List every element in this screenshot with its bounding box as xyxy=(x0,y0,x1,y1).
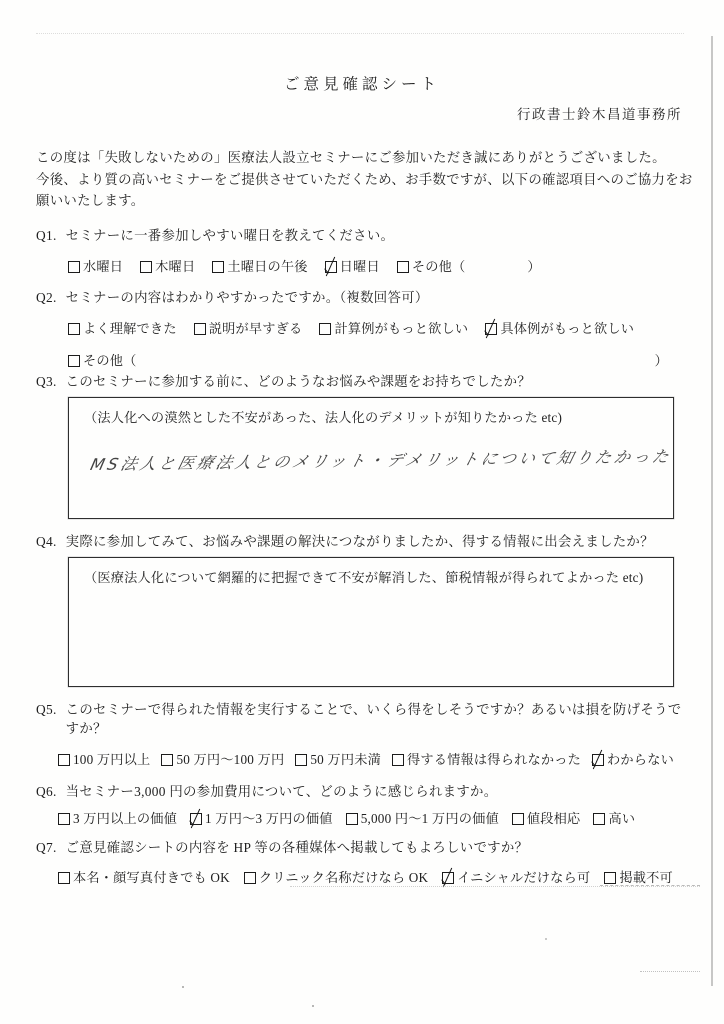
q6-option-2-label: 1 万円～3 万円の価値 xyxy=(205,811,333,827)
q2-option-1-checkbox[interactable] xyxy=(68,323,80,335)
q6-option-3-label: 5,000 円～1 万円の価値 xyxy=(360,811,499,827)
q5-options-row xyxy=(36,750,694,769)
q1-option-3-label: 土曜日の午後 xyxy=(227,259,308,275)
scan-artifact-bottom-right-dash xyxy=(640,971,700,972)
q2-option-1-label: その他（ xyxy=(83,353,137,369)
q3-text: このセミナーに参加する前に、どのようなお悩みや課題をお持ちでしたか？ xyxy=(65,374,531,390)
q6-number: Q6. xyxy=(36,784,57,800)
q6-option-4-label: 値段相応 xyxy=(526,811,581,827)
q2-option-2-label: 説明が早すぎる xyxy=(208,321,303,337)
q7-option-3-checkbox-checked[interactable] xyxy=(442,872,454,884)
question-q4 xyxy=(36,532,694,687)
q6-option-1-checkbox[interactable] xyxy=(58,813,70,825)
q6-option-2 xyxy=(190,809,333,828)
q1-option-2 xyxy=(140,257,195,276)
q6-option-1 xyxy=(58,809,177,828)
intro-line: この度は「失敗しないための」医療法人設立セミナーにご参加いただき誠にありがとうございました。 xyxy=(36,150,666,165)
q2-option-1 xyxy=(68,351,668,370)
scan-artifact-speck xyxy=(182,986,184,988)
q5-option-4 xyxy=(392,750,581,769)
q7-option-4 xyxy=(604,868,673,887)
q1-option-1 xyxy=(68,257,123,276)
q2-option-1 xyxy=(68,319,177,338)
q5-option-1-checkbox[interactable] xyxy=(58,754,70,766)
q6-text: 当セミナー3,000 円の参加費用について、どのように感じられますか。 xyxy=(65,784,498,800)
q5-option-2 xyxy=(161,750,284,769)
q6-option-5 xyxy=(593,809,635,828)
q5-heading xyxy=(36,700,694,738)
q1-option-5 xyxy=(397,257,541,276)
q6-option-4-checkbox[interactable] xyxy=(512,813,524,825)
q5-text: このセミナーで得られた情報を実行することで、いくら得をしそうですか？あるいは損を防げそうですか？ xyxy=(65,702,682,737)
q7-option-1 xyxy=(58,868,230,887)
q5-option-3-label: 50 万円未満 xyxy=(310,752,381,768)
q4-answer-hint: （医療法人化について網羅的に把握できて不安が解消した、節税情報が得られてよかった etc) xyxy=(84,570,644,586)
q1-number: Q1. xyxy=(36,228,57,244)
q6-options-row xyxy=(36,809,694,828)
q7-option-1-checkbox[interactable] xyxy=(58,872,70,884)
q7-option-1-label: 本名・顔写真付きでも OK xyxy=(73,870,230,886)
q1-option-5-close-paren: ） xyxy=(527,259,541,275)
q5-option-3-checkbox[interactable] xyxy=(295,754,307,766)
q5-option-2-label: 50 万円～100 万円 xyxy=(176,752,285,768)
q7-text: ご意見確認シートの内容を HP 等の各種媒体へ掲載してもよろしいですか？ xyxy=(65,840,529,856)
q2-option-4 xyxy=(485,319,634,338)
q5-option-3 xyxy=(295,750,381,769)
q6-option-2-checkbox-checked[interactable] xyxy=(190,813,202,825)
question-q7 xyxy=(36,838,694,887)
q2-option-1-label: よく理解できた xyxy=(83,321,177,337)
q2-option-2-checkbox[interactable] xyxy=(194,323,206,335)
scan-artifact-speck xyxy=(312,1005,314,1007)
q1-option-1-label: 水曜日 xyxy=(83,259,124,275)
q6-option-5-label: 高い xyxy=(608,811,636,827)
scan-artifact-speck xyxy=(545,938,547,940)
q1-option-4-label: 日曜日 xyxy=(339,259,380,275)
q5-option-2-checkbox[interactable] xyxy=(161,754,173,766)
q5-option-4-label: 得する情報は得られなかった xyxy=(406,752,582,768)
q7-option-2-label: クリニック名称だけなら OK xyxy=(258,870,429,886)
q2-option-4-label: 具体例がもっと欲しい xyxy=(500,321,635,337)
q7-option-4-checkbox[interactable] xyxy=(604,872,616,884)
q5-option-5-checkbox-checked[interactable] xyxy=(592,754,604,766)
q2-options-row xyxy=(36,351,694,370)
q3-answer-box[interactable] xyxy=(68,397,674,519)
q3-answer-hint: （法人化への漠然とした不安があった、法人化のデメリットが知りたかった etc) xyxy=(84,410,563,426)
q1-option-5-label: その他（ xyxy=(411,259,466,275)
q3-handwritten-answer: MS法人と医療法人とのメリット・デメリットについて知りたかった xyxy=(88,446,674,475)
q1-option-2-checkbox[interactable] xyxy=(140,261,152,273)
q6-option-5-checkbox[interactable] xyxy=(593,813,605,825)
q1-option-5-checkbox[interactable] xyxy=(397,261,409,273)
q5-option-1 xyxy=(58,750,150,769)
question-q3 xyxy=(36,372,694,519)
q2-options-row xyxy=(36,319,694,338)
q5-number: Q5. xyxy=(36,702,57,718)
intro-line: 今後、より質の高いセミナーをご提供させていただくため、お手数ですが、以下の確認項目へのご協力をお願いいたします。 xyxy=(36,171,693,209)
q7-options-row xyxy=(36,868,694,887)
q1-option-4-checkbox-checked[interactable] xyxy=(325,261,337,273)
q2-option-4-checkbox-checked[interactable] xyxy=(485,323,497,335)
q1-text: セミナーに一番参加しやすい曜日を教えてください。 xyxy=(65,228,395,244)
question-q5 xyxy=(36,700,694,769)
q5-option-5-label: わからない xyxy=(607,752,674,768)
page-title: ご意見確認シート xyxy=(283,76,440,93)
q7-option-3-label: イニシャルだけなら可 xyxy=(457,870,591,886)
q2-option-3-label: 計算例がもっと欲しい xyxy=(334,321,469,337)
q6-option-1-label: 3 万円以上の価値 xyxy=(73,811,178,827)
question-q1 xyxy=(36,226,694,276)
q5-option-5 xyxy=(592,750,674,769)
q5-option-4-checkbox[interactable] xyxy=(392,754,404,766)
scan-artifact-right-edge-line xyxy=(711,36,713,986)
q2-option-3 xyxy=(319,319,468,338)
q1-option-1-checkbox[interactable] xyxy=(68,261,80,273)
q2-option-1-checkbox[interactable] xyxy=(68,355,80,367)
intro-text xyxy=(36,147,694,212)
q1-options-row xyxy=(36,257,694,276)
q2-heading xyxy=(36,288,694,307)
q2-number: Q2. xyxy=(36,290,57,306)
q1-option-3-checkbox[interactable] xyxy=(212,261,224,273)
q6-option-4 xyxy=(512,809,581,828)
q4-number: Q4. xyxy=(36,534,57,550)
q7-option-2-checkbox[interactable] xyxy=(244,872,256,884)
office-name: 行政書士鈴木昌道事務所 xyxy=(517,107,682,122)
q4-text: 実際に参加してみて、お悩みや課題の解決につながりましたか、得する情報に出会えましたか？ xyxy=(65,534,654,550)
question-q2 xyxy=(36,288,694,370)
question-q6 xyxy=(36,782,694,828)
q3-number: Q3. xyxy=(36,374,57,390)
q3-heading xyxy=(36,372,694,391)
q5-option-1-label: 100 万円以上 xyxy=(73,752,151,768)
q7-number: Q7. xyxy=(36,840,57,856)
q1-option-4 xyxy=(325,257,380,276)
q7-option-2 xyxy=(244,868,428,887)
q2-option-3-checkbox[interactable] xyxy=(319,323,331,335)
q2-text: セミナーの内容はわかりやすかったですか。（複数回答可） xyxy=(65,290,429,306)
q1-heading xyxy=(36,226,694,245)
q4-answer-box[interactable] xyxy=(68,557,674,687)
q6-option-3-checkbox[interactable] xyxy=(346,813,358,825)
q6-heading xyxy=(36,782,694,801)
q7-heading xyxy=(36,838,694,857)
q1-option-2-label: 木曜日 xyxy=(155,259,196,275)
questions-list xyxy=(36,226,694,887)
q7-option-3 xyxy=(442,868,590,887)
q6-option-3 xyxy=(346,809,499,828)
q7-option-4-label: 掲載不可 xyxy=(619,870,673,886)
q2-option-2 xyxy=(194,319,303,338)
q1-option-3 xyxy=(212,257,307,276)
q2-option-1-close-paren: ） xyxy=(654,353,668,369)
q4-heading xyxy=(36,532,694,551)
